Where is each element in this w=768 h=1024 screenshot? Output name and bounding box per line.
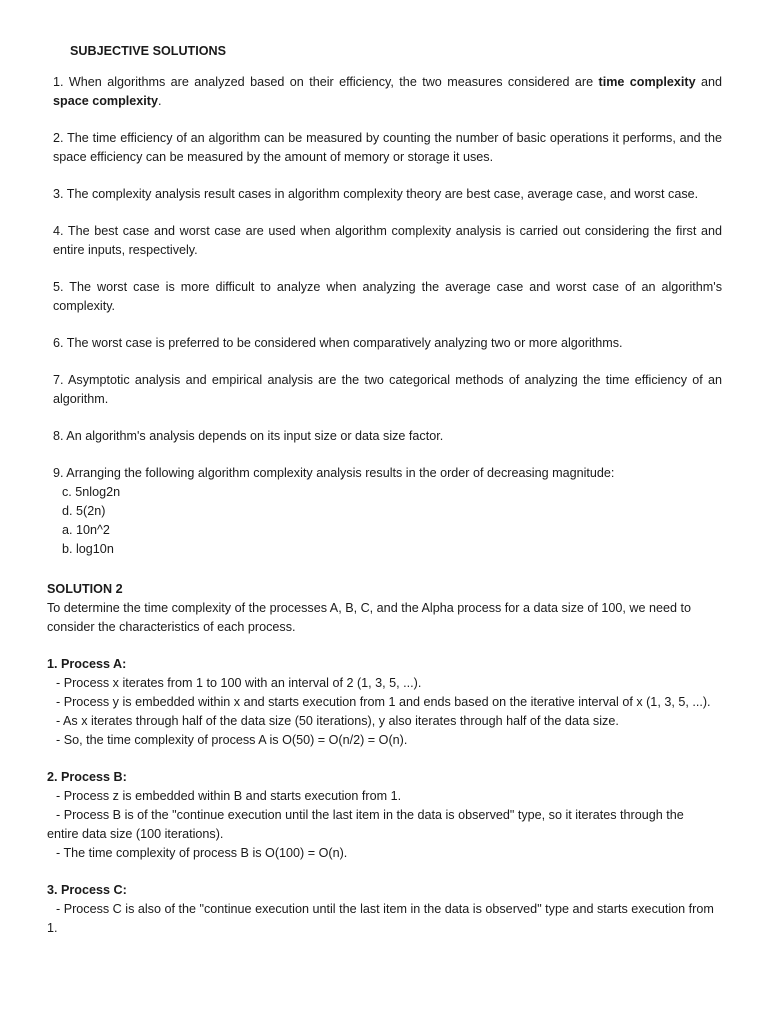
solution-item-6: 6. The worst case is preferred to be considered when comparatively analyzing two or more algorithms. — [53, 336, 623, 350]
process-b-line: - Process z is embedded within B and starts execution from 1. — [56, 789, 402, 803]
process-a-line: - So, the time complexity of process A is O(50) = O(n/2) = O(n). — [56, 733, 408, 747]
process-b-title: 2. Process B: — [47, 770, 127, 784]
process-a-title: 1. Process A: — [47, 657, 127, 671]
solution-2-title: SOLUTION 2 — [47, 582, 123, 596]
option-item: a. 10n^2 — [62, 523, 110, 537]
option-item: c. 5nlog2n — [62, 485, 121, 499]
item-1-text-mid: and — [695, 75, 723, 89]
process-a-block — [47, 655, 715, 750]
solution-item-2: 2. The time efficiency of an algorithm can be measured by counting the number of basic operations it performs, and the space efficiency can be measured by the amount of memory or storage it uses. — [53, 131, 722, 164]
solution-item-8: 8. An algorithm's analysis depends on its input size or data size factor. — [53, 429, 444, 443]
solution-item-3: 3. The complexity analysis result cases in algorithm complexity theory are best case, average case, and worst case. — [53, 187, 699, 201]
process-a-line: - As x iterates through half of the data size (50 iterations), y also iterates through half of the data size. — [56, 714, 619, 728]
item-1-bold-space-complexity: space complexity — [53, 94, 158, 108]
page-heading: SUBJECTIVE SOLUTIONS — [70, 44, 227, 58]
item-1-bold-time-complexity: time complexity — [598, 75, 696, 89]
process-c-title: 3. Process C: — [47, 883, 127, 897]
option-item: b. log10n — [62, 542, 114, 556]
solution-item-7: 7. Asymptotic analysis and empirical analysis are the two categorical methods of analyzing the time efficiency of an algorithm. — [53, 373, 722, 406]
solution-item-4: 4. The best case and worst case are used when algorithm complexity analysis is carried out considering the first and entire inputs, respectively. — [53, 224, 722, 257]
solution-2-section — [47, 580, 715, 956]
item-1-text-end: . — [158, 94, 162, 108]
process-b-line: - Process B is of the "continue execution until the last item in the data is observed" type, so it iterates through the entire data size (100 iterations). — [47, 808, 684, 841]
solution-item-5: 5. The worst case is more difficult to analyze when analyzing the average case and worst case of an algorithm's complexity. — [53, 280, 722, 313]
solution-item-9: 9. Arranging the following algorithm complexity analysis results in the order of decreasing magnitude: — [53, 466, 615, 480]
ordering-options-list — [53, 483, 722, 559]
solution-item-1 — [53, 73, 722, 111]
process-b-block — [47, 768, 715, 863]
option-item: d. 5(2n) — [62, 504, 106, 518]
process-c-block — [47, 881, 715, 938]
process-b-line: - The time complexity of process B is O(100) = O(n). — [56, 846, 348, 860]
process-a-line: - Process y is embedded within x and starts execution from 1 and ends based on the iterative interval of x (1, 3, 5, ...). — [56, 695, 711, 709]
solution-2-intro: To determine the time complexity of the processes A, B, C, and the Alpha process for a data size of 100, we need to consider the characteristics of each process. — [47, 601, 692, 634]
process-c-line: - Process C is also of the "continue execution until the last item in the data is observed" type and starts execution from 1. — [47, 902, 714, 935]
subjective-solutions-list — [53, 73, 722, 559]
process-a-line: - Process x iterates from 1 to 100 with an interval of 2 (1, 3, 5, ...). — [56, 676, 422, 690]
item-1-text: 1. When algorithms are analyzed based on their efficiency, the two measures considered are — [53, 75, 599, 89]
